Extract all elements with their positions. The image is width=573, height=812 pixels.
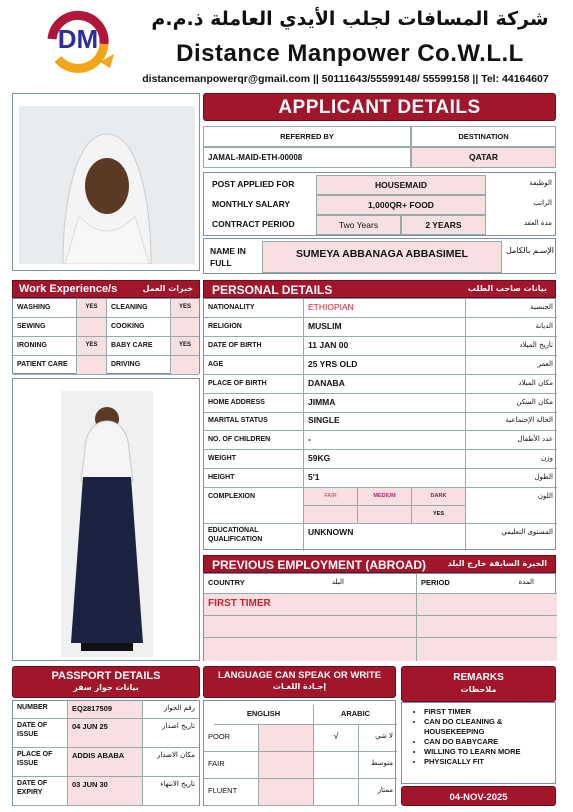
skill-value bbox=[171, 356, 199, 375]
personal-arabic: مكان السكن bbox=[466, 394, 557, 413]
company-name-english: Distance Manpower Co.W.L.L bbox=[176, 40, 524, 67]
passport-title: PASSPORT DETAILS بيانات جواز سفر bbox=[12, 666, 200, 698]
skill-label: WASHING bbox=[13, 299, 77, 318]
passport-value: 03 JUN 30 bbox=[68, 777, 143, 806]
personal-arabic: الجنسية bbox=[466, 299, 557, 318]
name-arabic: الإسـم بالكامل bbox=[506, 246, 554, 255]
language-level-arabic: متوسط bbox=[359, 752, 397, 779]
personal-label: WEIGHT bbox=[204, 450, 304, 469]
complexion-arabic: اللون bbox=[466, 488, 557, 524]
skill-value: YES bbox=[171, 337, 199, 356]
skill-label: PATIENT CARE bbox=[13, 356, 77, 375]
personal-label: NATIONALITY bbox=[204, 299, 304, 318]
destination-value: QATAR bbox=[411, 147, 556, 168]
full-body-photo bbox=[61, 391, 153, 657]
personal-value: 59KG bbox=[304, 450, 466, 469]
personal-label: PLACE OF BIRTH bbox=[204, 375, 304, 394]
remarks-title: REMARKS ملاحظات bbox=[401, 666, 556, 702]
full-body-photo-frame bbox=[12, 378, 200, 661]
skill-value: YES bbox=[77, 337, 107, 356]
previous-row-3-period bbox=[417, 638, 557, 661]
personal-value: DANABA bbox=[304, 375, 466, 394]
personal-value: JIMMA bbox=[304, 394, 466, 413]
referred-by-label: REFERRED BY bbox=[203, 126, 411, 147]
page-title: APPLICANT DETAILS bbox=[203, 93, 556, 121]
skill-value: YES bbox=[77, 299, 107, 318]
remark-item: • FIRST TIMER bbox=[424, 707, 551, 717]
personal-arabic: عدد الأطفال bbox=[466, 431, 557, 450]
language-col-blank bbox=[204, 701, 214, 725]
salary-value: 1,000QR+ FOOD bbox=[316, 195, 486, 215]
referral-section bbox=[203, 126, 556, 168]
language-arabic-mark: √ bbox=[314, 725, 359, 752]
previous-row-2-period bbox=[417, 616, 557, 638]
previous-employment-table bbox=[203, 573, 556, 661]
personal-label: NO. OF CHILDREN bbox=[204, 431, 304, 450]
skill-label: COOKING bbox=[107, 318, 171, 337]
period-label: PERIOD bbox=[417, 574, 557, 594]
skill-label: CLEANING bbox=[107, 299, 171, 318]
education-value: UNKNOWN bbox=[304, 524, 466, 551]
name-section bbox=[203, 238, 556, 274]
destination-label: DESTINATION bbox=[411, 126, 556, 147]
personal-label: MARITAL STATUS bbox=[204, 412, 304, 431]
personal-arabic: الحالة الإجتماعية bbox=[466, 412, 557, 431]
contract-value-b: 2 YEARS bbox=[401, 215, 486, 235]
language-english-mark bbox=[259, 779, 314, 806]
language-col-english: ENGLISH bbox=[214, 705, 314, 725]
personal-details-table bbox=[203, 298, 556, 550]
passport-value: 04 JUN 25 bbox=[68, 719, 143, 748]
complexion-mark bbox=[358, 506, 412, 524]
personal-value: SINGLE bbox=[304, 412, 466, 431]
post-arabic: الوظيفة bbox=[529, 179, 552, 187]
personal-label: RELIGION bbox=[204, 318, 304, 337]
passport-label: PLACE OF ISSUE bbox=[13, 748, 68, 777]
complexion-option: MEDIUM bbox=[358, 488, 412, 506]
post-value: HOUSEMAID bbox=[316, 175, 486, 195]
language-arabic-mark bbox=[314, 779, 359, 806]
passport-arabic: مكان الاصدار bbox=[143, 748, 199, 777]
personal-value: - bbox=[304, 431, 466, 450]
language-table bbox=[203, 700, 396, 806]
personal-arabic: وزن bbox=[466, 450, 557, 469]
company-name-arabic: شركة المسافات لجلب الأيدي العاملة ذ.م.م bbox=[151, 8, 549, 30]
personal-arabic: العمر bbox=[466, 356, 557, 375]
personal-value: MUSLIM bbox=[304, 318, 466, 337]
language-english-mark bbox=[259, 752, 314, 779]
remarks-box bbox=[401, 702, 556, 784]
personal-value: 25 YRS OLD bbox=[304, 356, 466, 375]
previous-employment-title: PREVIOUS EMPLOYMENT (ABROAD) الخبرة السابقة خارج البلد bbox=[203, 555, 556, 573]
personal-label: HOME ADDRESS bbox=[204, 394, 304, 413]
passport-arabic: تاريخ اصدار bbox=[143, 719, 199, 748]
skill-label: BABY CARE bbox=[107, 337, 171, 356]
header bbox=[0, 0, 573, 92]
language-level-arabic: ممتاز bbox=[359, 779, 397, 806]
skill-label: IRONING bbox=[13, 337, 77, 356]
language-level-label: POOR bbox=[204, 725, 259, 752]
svg-text:DM: DM bbox=[57, 24, 99, 54]
contact-line: distancemanpowerqr@gmail.com || 50111643/55599148/ 55599158 || Tel: 44164607 bbox=[142, 73, 549, 85]
language-level-label: FLUENT bbox=[204, 779, 259, 806]
passport-label: DATE OF ISSUE bbox=[13, 719, 68, 748]
passport-value: EQ2817509 bbox=[68, 701, 143, 719]
work-experience-table bbox=[12, 298, 200, 374]
remark-item: • CAN DO BABYCARE bbox=[424, 737, 551, 747]
complexion-option: DARK bbox=[412, 488, 466, 506]
company-logo bbox=[38, 4, 118, 74]
job-section bbox=[203, 172, 556, 236]
country-label: COUNTRY bbox=[204, 574, 417, 594]
previous-row-2 bbox=[204, 616, 417, 638]
complexion-label: COMPLEXION bbox=[204, 488, 304, 524]
passport-table bbox=[12, 700, 200, 806]
remark-item: • WILLING TO LEARN MORE bbox=[424, 747, 551, 757]
personal-details-title: PERSONAL DETAILS بيانات صاحب الطلب bbox=[203, 280, 556, 298]
skill-value bbox=[77, 356, 107, 375]
remark-item: • PHYSICALLY FIT bbox=[424, 757, 551, 767]
personal-value: 5'1 bbox=[304, 469, 466, 488]
personal-label: DATE OF BIRTH bbox=[204, 337, 304, 356]
work-experience-title: Work Experience/s خبرات العمل bbox=[12, 280, 200, 298]
remarks-date: 04-NOV-2025 bbox=[401, 786, 556, 806]
complexion-option: FAIR bbox=[304, 488, 358, 506]
language-arabic-mark bbox=[314, 752, 359, 779]
personal-value: 11 JAN 00 bbox=[304, 337, 466, 356]
remarks-list bbox=[402, 703, 555, 767]
previous-row-3 bbox=[204, 638, 417, 661]
remark-item: • CAN DO CLEANING & HOUSEKEEPING bbox=[424, 717, 551, 737]
name-label: NAME IN FULL bbox=[210, 246, 246, 268]
complexion-mark: YES bbox=[412, 506, 466, 524]
previous-entry: FIRST TIMER bbox=[204, 594, 417, 616]
contract-arabic: مدة العقد bbox=[524, 219, 552, 227]
language-level-label: FAIR bbox=[204, 752, 259, 779]
period-arabic: المدة bbox=[518, 578, 534, 586]
language-title: LANGUAGE CAN SPEAK OR WRITE إجـادة اللغـات bbox=[203, 666, 396, 698]
education-label: EDUCATIONAL QUALIFICATION bbox=[204, 524, 304, 551]
personal-label: AGE bbox=[204, 356, 304, 375]
passport-value: ADDIS ABABA bbox=[68, 748, 143, 777]
applicant-photo bbox=[19, 106, 195, 264]
education-arabic: المستوى التعليمي bbox=[501, 528, 553, 536]
personal-arabic: الطول bbox=[466, 469, 557, 488]
skill-value bbox=[77, 318, 107, 337]
passport-label: DATE OF EXPIRY bbox=[13, 777, 68, 806]
country-arabic: البلد bbox=[331, 578, 344, 586]
post-label: POST APPLIED FOR bbox=[212, 179, 295, 189]
language-level-arabic: لا شي bbox=[359, 725, 397, 752]
referred-by-value: JAMAL-MAID-ETH-00008 bbox=[203, 147, 411, 168]
skill-value: YES bbox=[171, 299, 199, 318]
contract-label: CONTRACT PERIOD bbox=[212, 219, 295, 229]
skill-label: DRIVING bbox=[107, 356, 171, 375]
contract-value-a: Two Years bbox=[316, 215, 401, 235]
language-english-mark bbox=[259, 725, 314, 752]
personal-value: ETHIOPIAN bbox=[304, 299, 466, 318]
salary-arabic: الراتب bbox=[533, 199, 552, 207]
personal-label: HEIGHT bbox=[204, 469, 304, 488]
previous-entry-period bbox=[417, 594, 557, 616]
language-col-arabic: ARABIC bbox=[314, 705, 397, 725]
passport-arabic: تاريخ الانتهاء bbox=[143, 777, 199, 806]
applicant-photo-frame bbox=[12, 93, 200, 271]
complexion-mark bbox=[304, 506, 358, 524]
personal-arabic: الديانة bbox=[466, 318, 557, 337]
passport-label: NUMBER bbox=[13, 701, 68, 719]
skill-label: SEWING bbox=[13, 318, 77, 337]
salary-label: MONTHLY SALARY bbox=[212, 199, 291, 209]
skill-value bbox=[171, 318, 199, 337]
personal-arabic: مكان الميلاد bbox=[466, 375, 557, 394]
name-value: SUMEYA ABBANAGA ABBASIMEL bbox=[262, 241, 502, 273]
personal-arabic: تاريخ الميلاد bbox=[466, 337, 557, 356]
passport-arabic: رقم الجواز bbox=[143, 701, 199, 719]
